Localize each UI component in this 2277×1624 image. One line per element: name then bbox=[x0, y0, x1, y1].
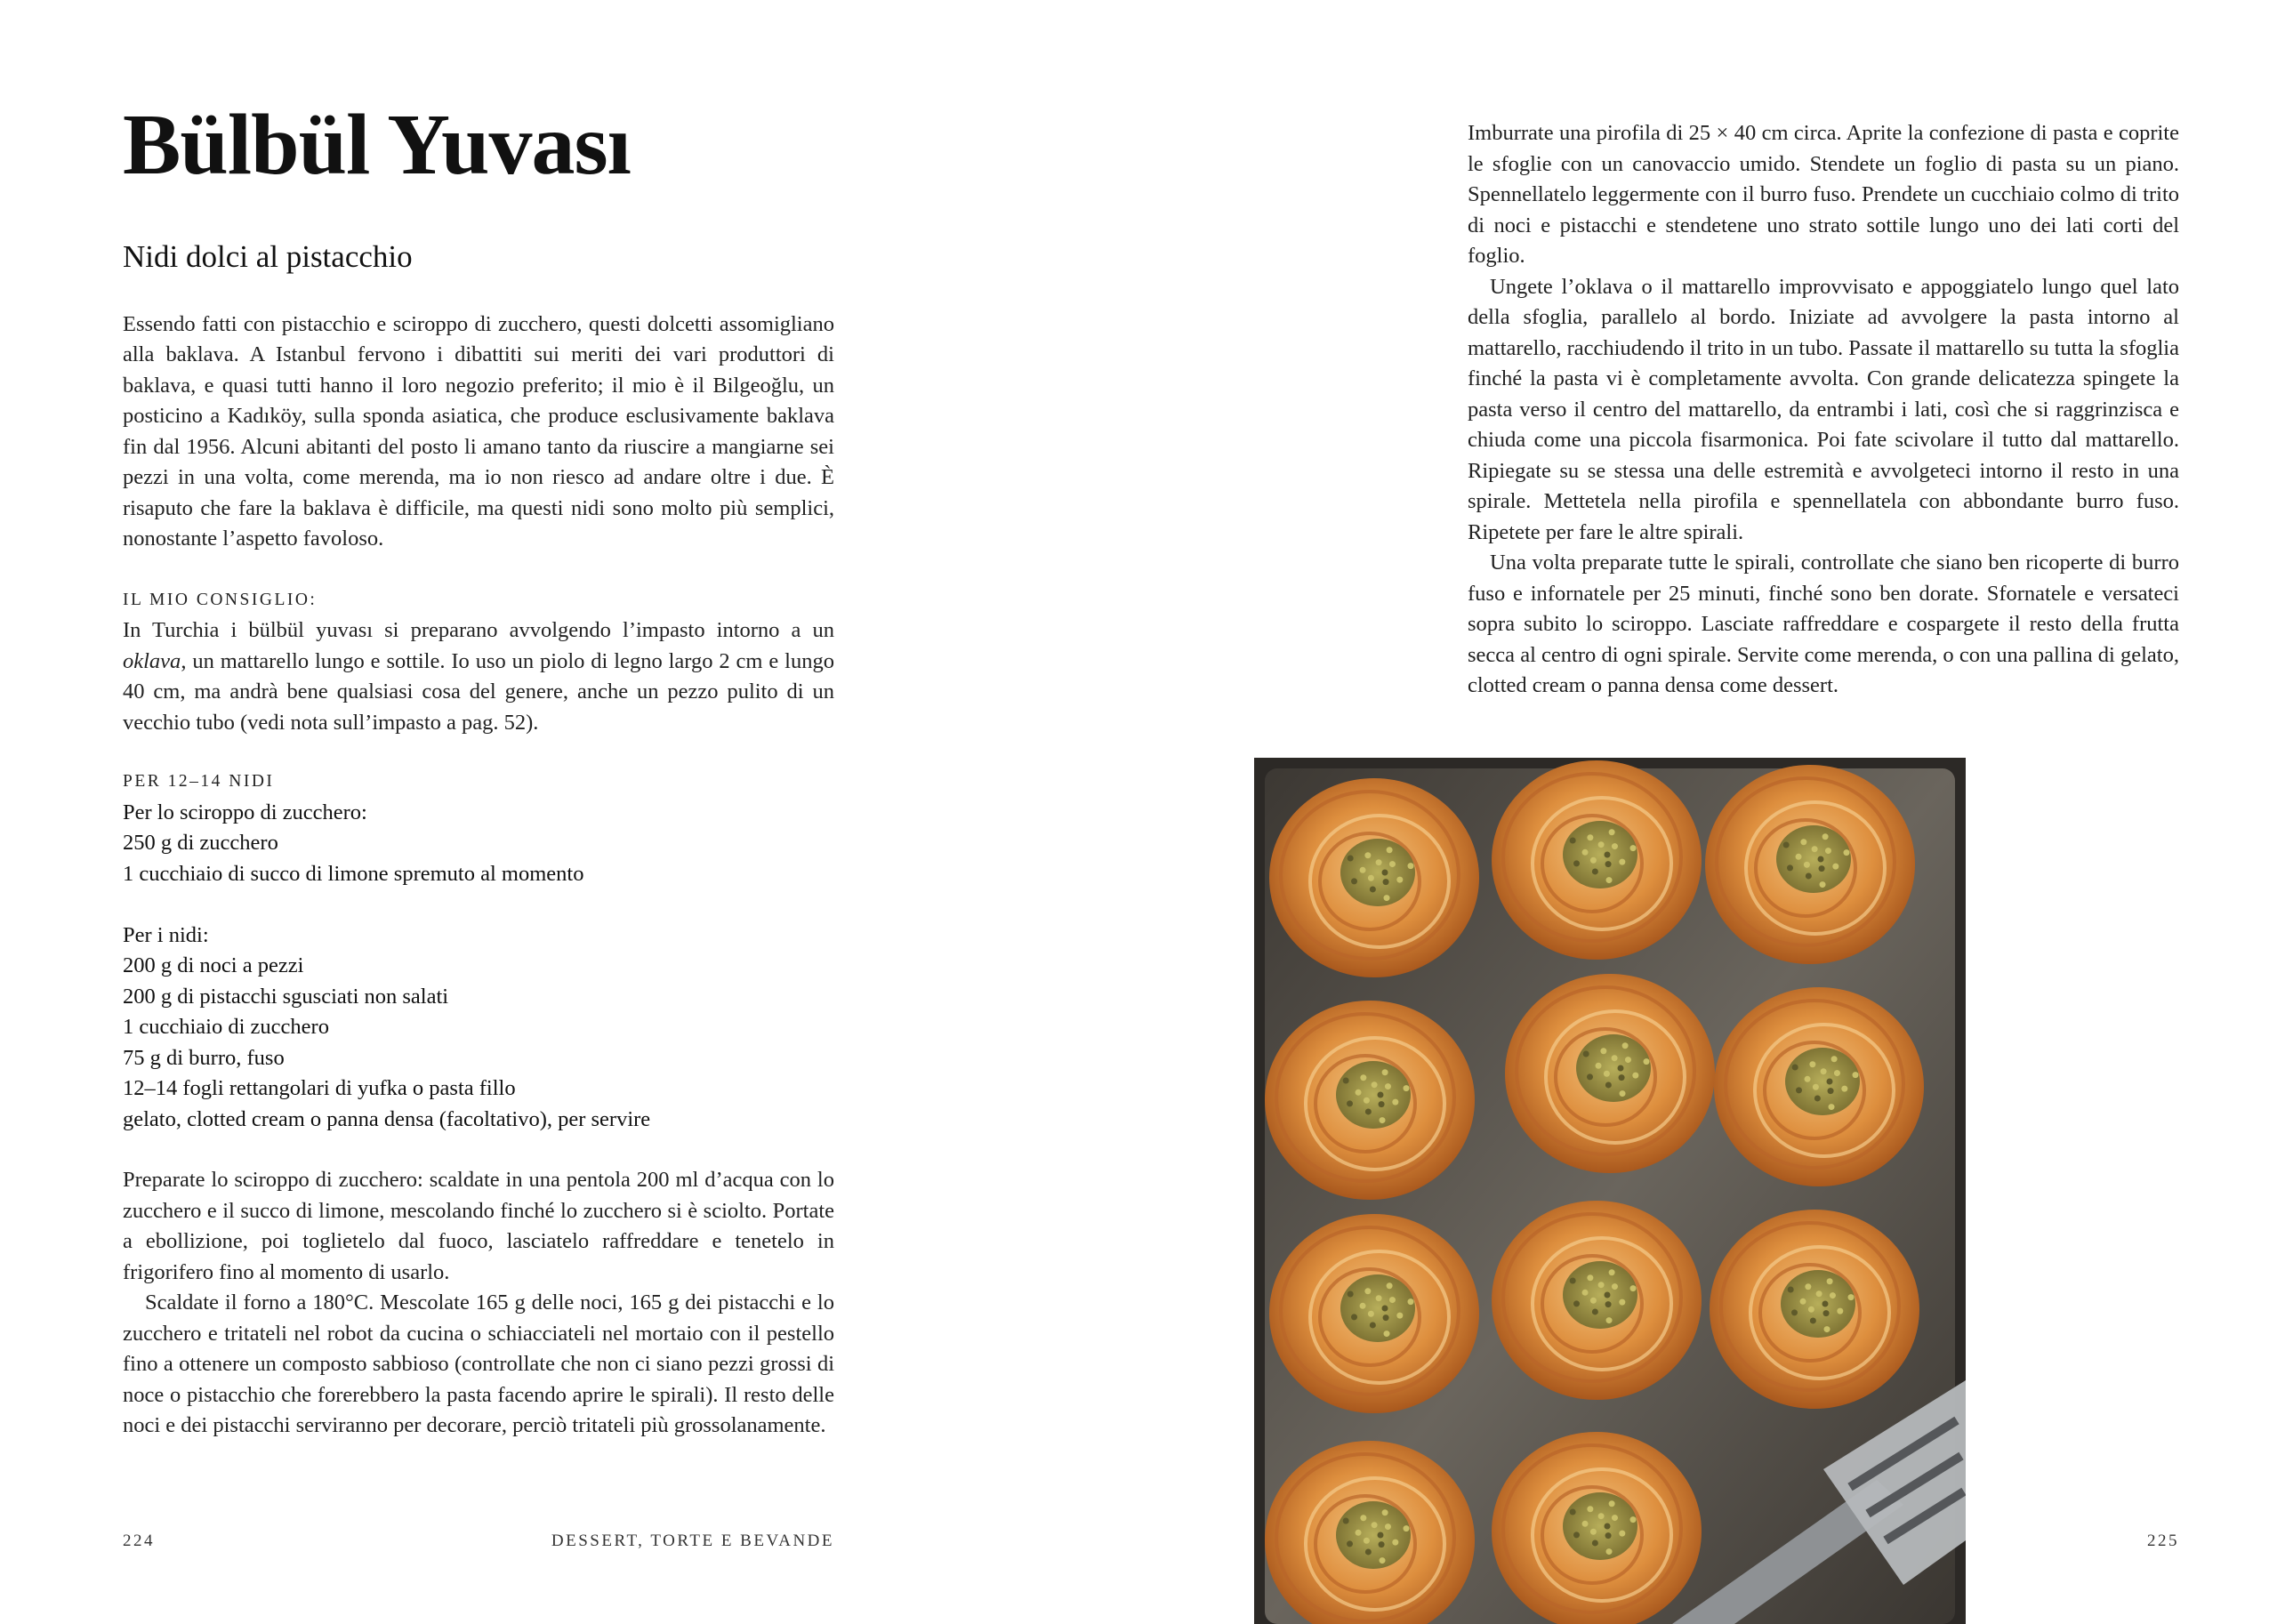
baklava-nest bbox=[1492, 760, 1702, 960]
recipe-photo bbox=[1254, 758, 1966, 1624]
ingredient-item: 12–14 fogli rettangolari di yufka o pasta fillo bbox=[123, 1076, 516, 1101]
ingredient-item: 200 g di pistacchi sgusciati non salati bbox=[123, 984, 449, 1009]
pistachio-topping bbox=[1340, 1274, 1415, 1342]
ingredient-item: 1 cucchiaio di succo di limone spremuto al momento bbox=[123, 861, 584, 886]
baklava-nest bbox=[1269, 1214, 1479, 1413]
syrup-heading: Per lo sciroppo di zucchero: bbox=[123, 800, 367, 824]
pistachio-topping bbox=[1340, 839, 1415, 906]
baklava-nest bbox=[1714, 987, 1924, 1186]
pistachio-topping bbox=[1785, 1048, 1860, 1115]
method-paragraph: Scaldate il forno a 180°C. Mescolate 165 g delle noci, 165 g dei pistacchi e lo zucchero e tritateli nel robot da cucina o schiacciateli nel mortaio con il pestello fino a ottenere un composto sabbioso (controllate che non ci siano pezzi grossi di noce o pistacchio che forerebbero la pasta facendo aprire le spirali). Il resto delle noci e dei pistacchi serviranno per decorare, perciò tritateli più grossolanamente. bbox=[123, 1290, 834, 1438]
method-left bbox=[123, 1165, 834, 1442]
recipe-title: Bülbül Yuvası bbox=[123, 97, 631, 193]
page-number-left: 224 bbox=[123, 1532, 155, 1550]
baklava-nest bbox=[1492, 1201, 1702, 1400]
ingredient-item: 1 cucchiaio di zucchero bbox=[123, 1015, 329, 1040]
pistachio-topping bbox=[1776, 825, 1851, 893]
left-page bbox=[123, 98, 834, 1442]
baklava-nest bbox=[1269, 778, 1479, 977]
baklava-nest bbox=[1265, 1001, 1475, 1200]
chapter-running-head: DESSERT, TORTE E BEVANDE bbox=[551, 1532, 834, 1550]
tip-text bbox=[123, 615, 834, 738]
servings-label: PER 12–14 NIDI bbox=[123, 772, 275, 792]
tip-section bbox=[123, 585, 834, 739]
pistachio-topping bbox=[1781, 1270, 1855, 1338]
baklava-nest bbox=[1710, 1210, 1919, 1409]
tip-text-after: , un mattarello lungo e sottile. Io uso un piolo di legno largo 2 cm e lungo 40 cm, ma andrà bene qualsiasi cosa del genere, anche un pezzo pulito di un vecchio tubo (vedi nota sull’impasto a pag. 52). bbox=[123, 648, 834, 735]
intro-paragraph: Essendo fatti con pistacchio e sciroppo di zucchero, questi dolcetti assomigliano alla baklava. A Istanbul fervono i dibattiti sui meriti dei vari produttori di baklava, e quasi tutti hanno il loro negozio preferito; il mio è il Bilgeoğlu, un posticino a Kadıköy, sulla sponda asiatica, che produce esclusivamente baklava fin dal 1956. Alcuni abitanti del posto li amano tanto da riuscire a mangiarne sei pezzi in una volta, come merenda, ma io non riesco ad andare oltre i due. È risaputo che fare la baklava è difficile, ma questi nidi sono molto più semplici, nonostante l’aspetto favoloso. bbox=[123, 311, 834, 551]
ingredient-item: gelato, clotted cream o panna densa (facoltativo), per servire bbox=[123, 1106, 651, 1131]
baklava-nest bbox=[1705, 765, 1915, 964]
pistachio-topping bbox=[1336, 1501, 1411, 1569]
ingredient-item: 250 g di zucchero bbox=[123, 831, 278, 856]
method-paragraph: Una volta preparate tutte le spirali, controllate che siano ben ricoperte di burro fuso e infornatele per 25 minuti, finché sono ben dorate. Sfornatele e versateci sopra subito lo sciroppo. Lasciate raffreddare e cospargete il resto della frutta secca al centro di ogni spirale. Servite come merenda, o con una pallina di gelato, clotted cream o panna densa come dessert. bbox=[1468, 551, 2179, 697]
ingredient-item: 200 g di noci a pezzi bbox=[123, 953, 304, 978]
recipe-subtitle: Nidi dolci al pistacchio bbox=[123, 238, 413, 274]
right-page bbox=[1468, 118, 2179, 702]
tip-italic-word: oklava bbox=[123, 648, 181, 673]
pistachio-topping bbox=[1563, 1492, 1637, 1560]
method-paragraph: Preparate lo sciroppo di zucchero: scaldate in una pentola 200 ml d’acqua con lo zucchero e il succo di limone, mescolando finché lo zucchero si è sciolto. Portate a ebollizione, poi toglietelo dal fuoco, lasciatelo raffreddare e tenetelo in frigorifero fino al momento di usarlo. bbox=[123, 1168, 834, 1284]
pistachio-topping bbox=[1563, 821, 1637, 888]
nests-heading: Per i nidi: bbox=[123, 922, 209, 947]
pistachio-topping bbox=[1336, 1061, 1411, 1129]
baklava-nest bbox=[1492, 1432, 1702, 1624]
pistachio-topping bbox=[1563, 1261, 1637, 1329]
tip-text-before: In Turchia i bülbül yuvası si preparano avvolgendo l’impasto intorno a un bbox=[123, 618, 834, 643]
method-paragraph: Ungete l’oklava o il mattarello improvvisato e appoggiatelo lungo quel lato della sfoglia, parallelo al bordo. Iniziate ad avvolgere la pasta intorno al mattarello, racchiudendo il trito in un tubo. Passate il mattarello su tutta la sfoglia finché la pasta vi è completamente avvolta. Con grande delicatezza spingete la pasta verso il centro del mattarello, da entrambi i lati, così che si raggrinzisca e chiuda come una piccola fisarmonica. Poi fate scivolare il tutto dal mattarello. Ripiegate su se stessa una delle estremità e avvolgeteci intorno il resto in una spirale. Mettetela nella pirofila e spennellatela con abbondante burro fuso. Ripetete per fare le altre spirali. bbox=[1468, 274, 2179, 544]
ingredient-item: 75 g di burro, fuso bbox=[123, 1045, 285, 1070]
tip-label: IL MIO CONSIGLIO: bbox=[123, 590, 318, 609]
pistachio-topping bbox=[1576, 1034, 1651, 1102]
ingredients-section bbox=[123, 767, 834, 1135]
page-number-right: 225 bbox=[2147, 1532, 2179, 1550]
method-paragraph: Imburrate una pirofila di 25 × 40 cm circa. Aprite la confezione di pasta e coprite le sfoglie con un canovaccio umido. Stendete un foglio di pasta su un piano. Spennellatelo leggermente con il burro fuso. Prendete un cucchiaio colmo di trito di noci e pistacchi e stendetene uno strato sottile lungo uno dei lati corti del foglio. bbox=[1468, 121, 2179, 268]
baklava-nest bbox=[1505, 974, 1715, 1173]
